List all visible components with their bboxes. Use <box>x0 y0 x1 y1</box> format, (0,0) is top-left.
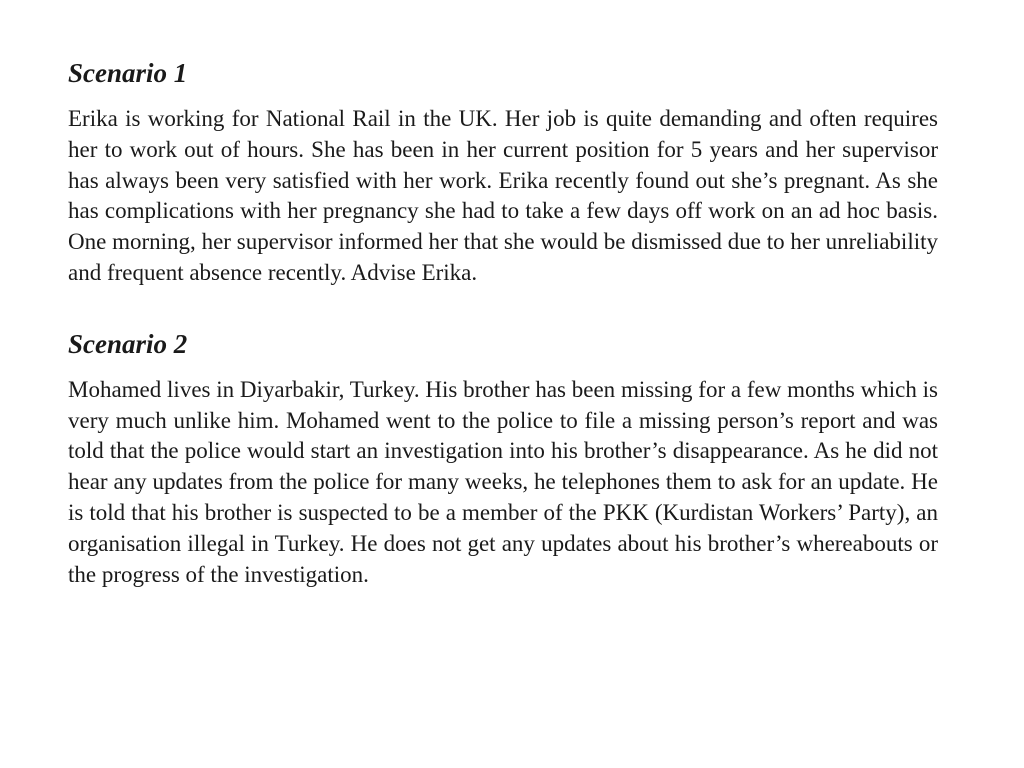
scenario-2-title: Scenario 2 <box>68 328 188 359</box>
scenario-1 <box>68 56 938 289</box>
document-page <box>68 56 938 590</box>
scenario-2 <box>68 327 938 591</box>
scenario-2-text: Mohamed lives in Diyarbakir, Turkey. His brother has been missing for a few months which is very much unlike him. Mohamed went to the police to file a missing person’s report and was told that the police would start an investigation into his brother’s disappearance. As he did not hear any updates from the police for many weeks, he telephones them to ask for an update. He is told that his brother is suspected to be a member of the PKK (Kurdistan Workers’ Party), an organisation illegal in Turkey. He does not get any updates about his brother’s whereabouts or the progress of the investigation. <box>68 376 938 587</box>
scenario-1-text: Erika is working for National Rail in the UK. Her job is quite demanding and often requires her to work out of hours. She has been in her current position for 5 years and her supervisor has always been very satisfied with her work. Erika recently found out she’s pregnant. As she has complications with her pregnancy she had to take a few days off work on an ad hoc basis. One morning, her supervisor informed her that she would be dismissed due to her unreliability and frequent absence recently. Advise Erika. <box>68 106 938 285</box>
scenario-1-title: Scenario 1 <box>68 58 188 88</box>
